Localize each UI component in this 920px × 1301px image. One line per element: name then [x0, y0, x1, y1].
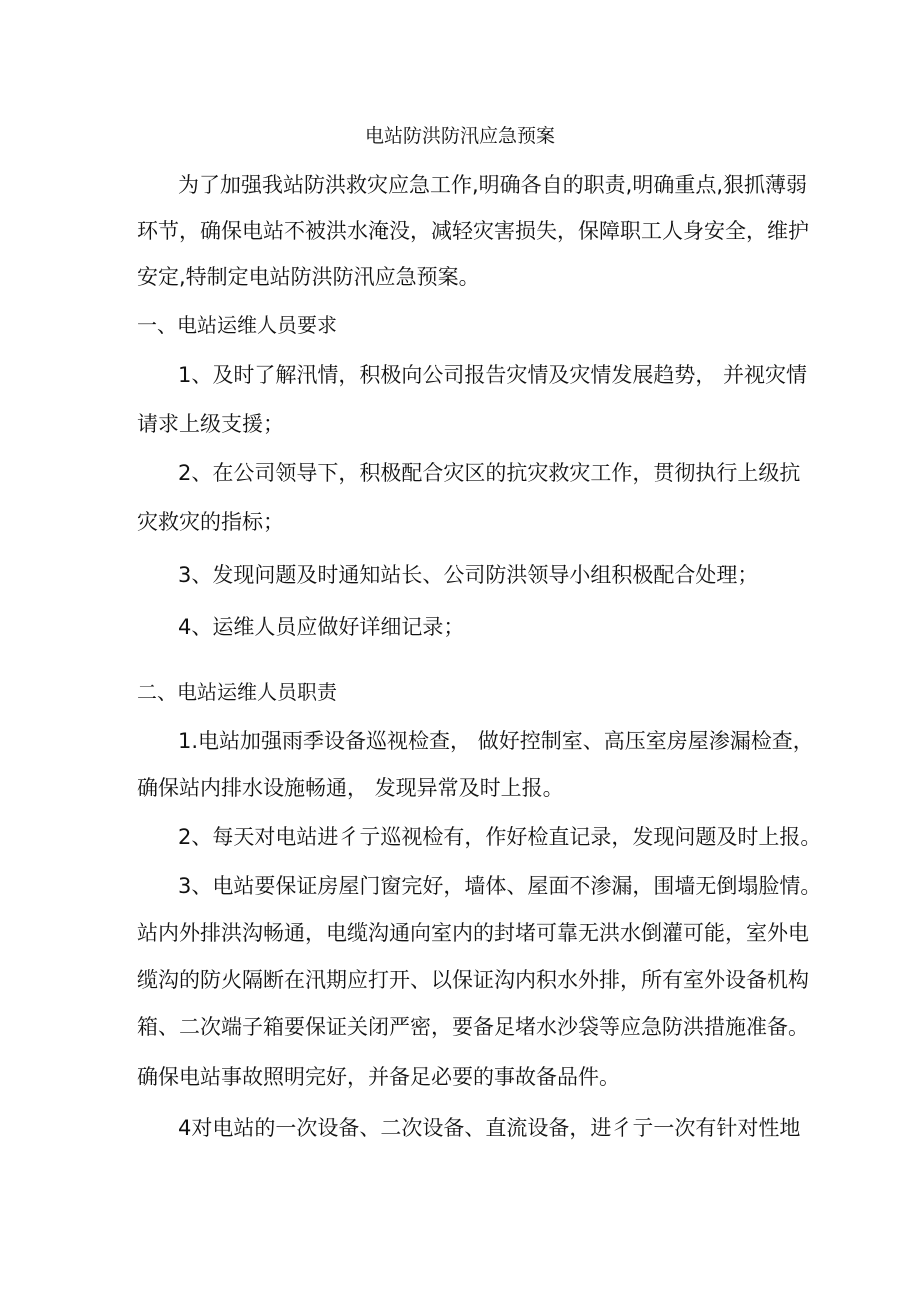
- requirement-item-2-line: 灾救灾的指标；: [137, 510, 284, 534]
- requirement-item-2-line: 2、在公司领导下，积极配合灾区的抗灾救灾工作，贯彻执行上级抗: [178, 461, 801, 485]
- requirement-item-4: 4、运维人员应做好详细记录；: [178, 615, 465, 639]
- duty-item-2: 2、每天对电站进彳亍巡视检有，作好检直记录，发现问题及时上报。: [178, 825, 822, 849]
- section-heading-duties: 二、电站运维人员职责: [137, 680, 337, 704]
- intro-line: 环节，确保电站不被洪水淹没，减轻灾害损失，保障职工人身安全，维护: [137, 219, 809, 243]
- document-title: 电站防洪防汛应急预案: [364, 125, 555, 147]
- duty-item-1-line: 确保站内排水设施畅通， 发现异常及时上报。: [137, 776, 564, 800]
- intro-line: 安定,特制定电站防洪防汛应急预案。: [137, 265, 480, 289]
- requirement-item-1-line: 1、及时了解汛情，积极向公司报告灾情及灾情发展趋势， 并视灾情: [178, 363, 808, 387]
- duty-item-3-line: 缆沟的防火隔断在汛期应打开、以保证沟内积水外排，所有室外设备机构: [137, 968, 809, 992]
- duty-item-1-line: 1.电站加强雨季设备巡视检查， 做好控制室、高压室房屋渗漏检查，: [178, 729, 814, 753]
- duty-item-4: 4对电站的一次设备、二次设备、直流设备，进彳亍一次有针对性地: [178, 1116, 801, 1140]
- intro-line: 为了加强我站防洪救灾应急工作,明确各自的职责,明确重点,狠抓薄弱: [178, 173, 808, 197]
- duty-item-3-line: 箱、二次端子箱要保证关闭严密，要备足堵水沙袋等应急防洪措施准备。: [137, 1015, 809, 1039]
- section-heading-requirements: 一、电站运维人员要求: [137, 313, 337, 337]
- duty-item-3-line: 站内外排洪沟畅通，电缆沟通向室内的封堵可靠无洪水倒灌可能，室外电: [137, 921, 809, 945]
- requirement-item-3: 3、发现问题及时通知站长、公司防洪领导小组积极配合处理；: [178, 563, 759, 587]
- duty-item-3-line: 3、电站要保证房屋门窗完好，墙体、屋面不渗漏，围墙无倒塌脸情。: [178, 874, 822, 898]
- requirement-item-1-line: 请求上级支援；: [137, 412, 284, 436]
- duty-item-3-line: 确保电站事故照明完好，并备足必要的事故备品件。: [137, 1065, 620, 1089]
